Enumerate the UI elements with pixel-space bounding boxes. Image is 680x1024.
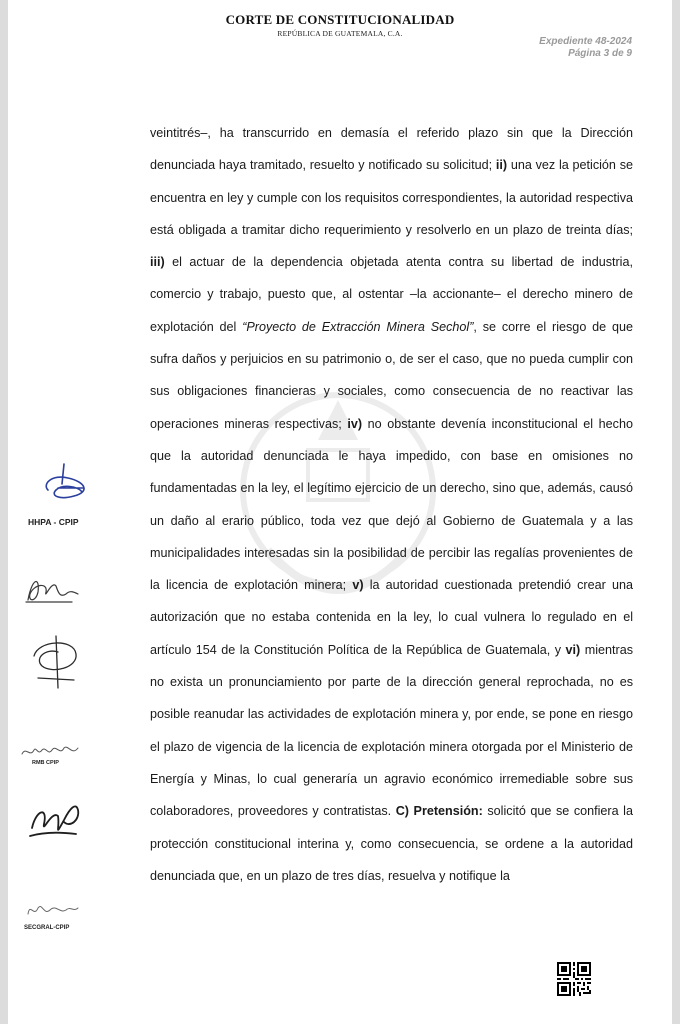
body-text-run: , se corre el riesgo de que sufra daños y perjuicios en su patrimonio o, de ser el caso, que no pueda cumplir con sus obligaciones financieras y sociales, como consecuencia de no reactivar las operaciones mineras respectivas; <box>150 319 633 431</box>
case-number: Expediente 48-2024 <box>539 36 632 47</box>
signature-label-secgral: SECGRAL-CPIP <box>24 925 70 931</box>
body-text-run: el actuar de la dependencia objetada atenta contra su libertad de industria, comercio y trabajo, puesto que, al ostentar –la accionante– el derecho minero de explotación del <box>150 255 633 334</box>
signature-secgral <box>24 900 80 920</box>
signature-label-hhpa: HHPA - CPIP <box>28 517 79 527</box>
body-text-run: una vez la petición se encuentra en ley y cumple con los requisitos correspondientes, la autoridad respectiva está obligada a tramitar dicho requerimiento y resolverlo en un plazo de treinta días; <box>150 158 634 237</box>
body-text-run: solicitó que se confiera la protección constitucional interina y, como consecuencia, se ordene a la autoridad denunciada que, en un plazo de tres días, resuelva y notifique la <box>150 804 633 883</box>
project-name: “Proyecto de Extracción Minera Sechol” <box>242 319 474 334</box>
body-text-run: la autoridad cuestionada pretendió crear una autorización que no estaba contenida en la ley, lo cual vulnera lo regulado en el artículo 154 de la Constitución Política de la República de Guatemala, y <box>150 578 633 657</box>
body-emphasis: ii) <box>495 158 508 173</box>
document-header <box>8 12 672 38</box>
document-page <box>8 0 672 1024</box>
signature-hhpa <box>38 462 98 506</box>
body-text-run: mientras no exista un pronunciamiento por parte de la dirección general reprochada, no es posible reanudar las actividades de explotación minera y, por ende, se pone en riesgo el plazo de vigencia de la licencia de explotación minera otorgada por el Ministerio de Energía y Minas, lo cual generaría un agravio económico irremediable sobre sus colaboradores, proveedores y contratistas. <box>150 642 633 819</box>
signature-label-rmb: RMB CPIP <box>32 760 59 766</box>
page-number: Página 3 de 9 <box>568 48 632 59</box>
body-emphasis: C) Pretensión: <box>395 804 483 819</box>
body-text-run: no obstante devenía inconstitucional el hecho que la autoridad denunciada le haya impedido, con base en omisiones no fundamentadas en la ley, el legítimo ejercicio de un derecho, sino que, además, causó un daño al erario público, toda vez que dejó al Gobierno de Guatemala y a las municipalidades interesadas sin la posibilidad de percibir las regalías provenientes de la licencia de explotación minera; <box>150 416 633 593</box>
body-emphasis: v) <box>352 578 364 593</box>
qr-code-icon <box>557 962 591 996</box>
signature-rmb <box>20 742 80 760</box>
signature-2 <box>22 572 80 608</box>
body-emphasis: iv) <box>347 416 363 431</box>
body-text-run: veintitrés–, ha transcurrido en demasía el referido plazo sin que la Dirección denunciada haya tramitado, resuelto y notificado su solicitud; <box>150 126 633 173</box>
body-paragraph <box>150 117 633 892</box>
court-name: CORTE DE CONSTITUCIONALIDAD <box>225 12 455 27</box>
signature-5 <box>24 798 84 846</box>
body-emphasis: iii) <box>150 255 165 270</box>
body-emphasis: vi) <box>565 642 581 657</box>
signature-3 <box>28 630 84 690</box>
republic-subtitle: REPÚBLICA DE GUATEMALA, C.A. <box>277 29 403 38</box>
case-meta <box>539 36 632 60</box>
